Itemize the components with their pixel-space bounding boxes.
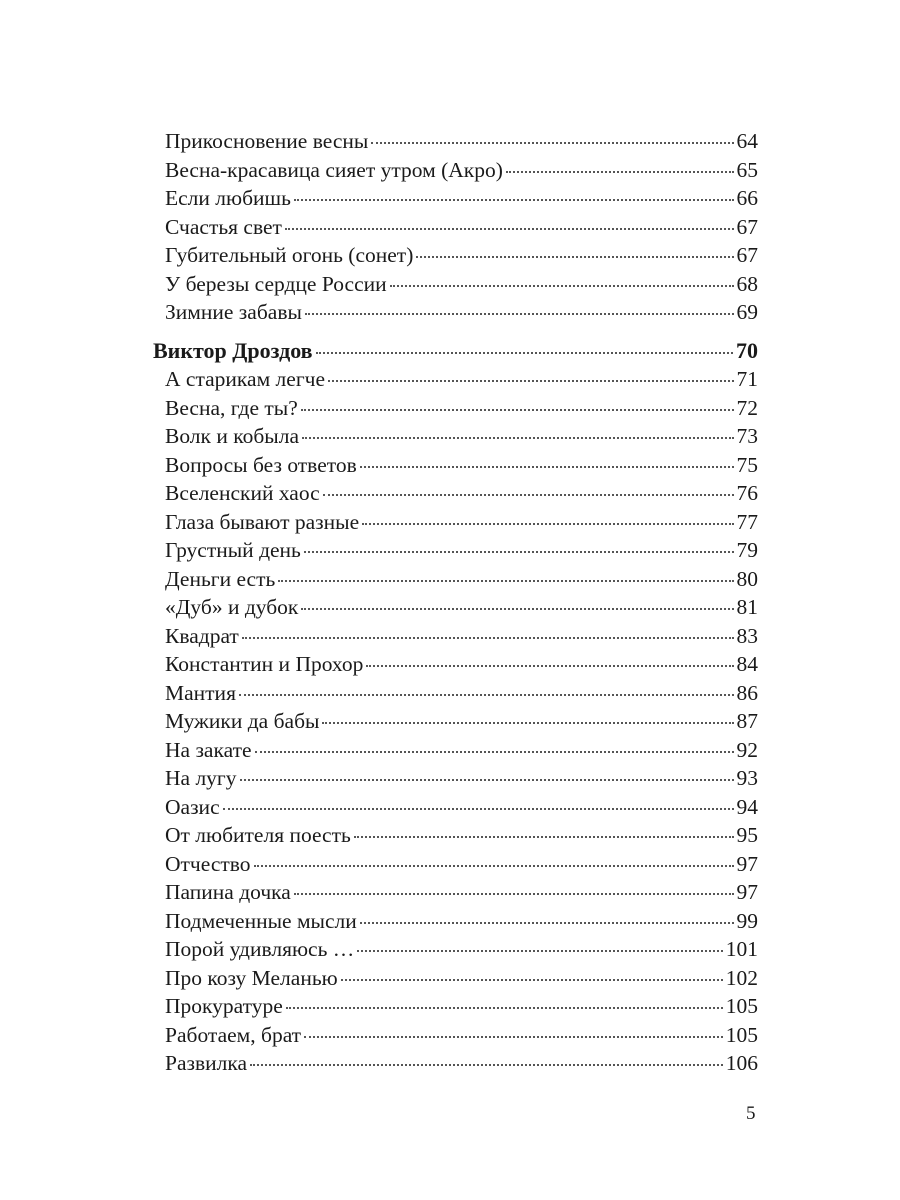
toc-entry xyxy=(153,298,758,327)
toc-entry-title: Папина дочка xyxy=(165,880,291,904)
toc-entry-title: Вселенский хаос xyxy=(165,481,320,505)
toc-dot-leader xyxy=(357,950,722,952)
toc-dot-leader xyxy=(360,466,734,468)
toc-page-number: 102 xyxy=(725,965,758,990)
toc-entry xyxy=(153,479,758,508)
toc-entry xyxy=(153,764,758,793)
toc-entry-title: Мантия xyxy=(165,680,236,705)
toc-entry-title: Прикосновение весны xyxy=(165,129,369,153)
toc-entry xyxy=(153,850,758,879)
toc-entry xyxy=(153,793,758,822)
toc-entry-title: Если любишь xyxy=(165,186,291,210)
toc-page-number: 86 xyxy=(736,680,758,705)
toc-author-name: Виктор Дроздов xyxy=(153,337,313,363)
toc-page-number: 64 xyxy=(736,129,758,153)
toc-entry xyxy=(153,622,758,651)
toc-page-number: 105 xyxy=(725,994,758,1018)
toc-entry xyxy=(153,184,758,213)
toc-entry-title: Развилка xyxy=(165,1051,248,1075)
toc-entry xyxy=(153,451,758,480)
toc-entry-title: Глаза бывают разные xyxy=(165,509,360,534)
toc-entry xyxy=(153,422,758,451)
toc-entry xyxy=(153,536,758,565)
toc-entry xyxy=(153,679,758,708)
toc-dot-leader xyxy=(302,437,734,439)
toc-entry-title: Грустный день xyxy=(165,538,301,562)
toc-entry-title: Зимние забавы xyxy=(165,300,302,324)
toc-page-number: 71 xyxy=(736,367,758,391)
toc-page-number: 97 xyxy=(736,851,758,876)
toc-dot-leader xyxy=(341,979,723,981)
toc-entry-title: Счастья свет xyxy=(165,214,282,239)
toc-dot-leader xyxy=(301,409,734,411)
toc-entry xyxy=(153,593,758,622)
toc-dot-leader xyxy=(316,352,733,354)
toc-entry-title: Константин и Прохор xyxy=(165,652,364,676)
toc-entry xyxy=(153,241,758,270)
toc-entry xyxy=(153,270,758,299)
toc-entry xyxy=(153,907,758,936)
toc-entry-title: Прокуратуре xyxy=(165,994,283,1018)
toc-dot-leader xyxy=(360,922,734,924)
toc-dot-leader xyxy=(362,523,733,525)
toc-entry xyxy=(153,365,758,394)
toc-entry-title: У березы сердце России xyxy=(165,271,387,296)
toc-entry-title: Весна, где ты? xyxy=(165,395,298,420)
toc-page-number: 67 xyxy=(736,243,758,267)
toc-page-number: 94 xyxy=(736,794,758,819)
toc-entry-title: Вопросы без ответов xyxy=(165,452,357,477)
toc-entry xyxy=(153,565,758,594)
toc-page-number: 105 xyxy=(725,1022,758,1047)
toc-dot-leader xyxy=(285,228,734,230)
toc-entry-title: Волк и кобыла xyxy=(165,424,299,448)
toc-entry xyxy=(153,650,758,679)
toc-entry xyxy=(153,1049,758,1078)
toc-entry xyxy=(153,127,758,156)
toc-entry-title: «Дуб» и дубок xyxy=(165,595,299,619)
toc-page-number: 84 xyxy=(736,652,758,676)
toc-entry-title: Мужики да бабы xyxy=(165,709,320,733)
page-number: 5 xyxy=(746,1103,756,1124)
toc-dot-leader xyxy=(278,580,733,582)
toc-entry-title: Губительный огонь (сонет) xyxy=(165,243,414,267)
toc-dot-leader xyxy=(239,694,734,696)
toc-page-number: 81 xyxy=(736,595,758,619)
table-of-contents xyxy=(153,127,758,1078)
toc-entry-title: На лугу xyxy=(165,766,237,790)
toc-page-number: 72 xyxy=(736,395,758,420)
toc-page-number: 76 xyxy=(736,481,758,505)
toc-dot-leader xyxy=(305,313,734,315)
toc-page-number: 66 xyxy=(736,186,758,210)
toc-dot-leader xyxy=(294,893,734,895)
toc-page-number: 70 xyxy=(736,337,758,363)
toc-dot-leader xyxy=(323,494,734,496)
toc-dot-leader xyxy=(366,665,733,667)
toc-page-number: 97 xyxy=(736,880,758,904)
toc-entry xyxy=(153,964,758,993)
toc-entry-title: А старикам легче xyxy=(165,367,325,391)
toc-dot-leader xyxy=(294,199,734,201)
toc-page-number: 83 xyxy=(736,623,758,648)
toc-entry-title: Деньги есть xyxy=(165,566,276,591)
toc-dot-leader xyxy=(354,836,734,838)
toc-page-number: 93 xyxy=(736,766,758,790)
toc-page-number: 69 xyxy=(736,300,758,324)
toc-entry xyxy=(153,508,758,537)
toc-entry-title: Порой удивляюсь … xyxy=(165,937,355,961)
toc-page-number: 67 xyxy=(736,214,758,239)
toc-dot-leader xyxy=(242,637,734,639)
toc-entry xyxy=(153,736,758,765)
toc-entry xyxy=(153,935,758,964)
toc-entry xyxy=(153,394,758,423)
toc-entry-title: Про козу Меланью xyxy=(165,965,338,990)
toc-page-number: 95 xyxy=(736,823,758,847)
toc-dot-leader xyxy=(223,808,734,810)
toc-dot-leader xyxy=(254,865,734,867)
toc-page-number: 77 xyxy=(736,509,758,534)
toc-dot-leader xyxy=(390,285,734,287)
toc-entry-title: Подмеченные мысли xyxy=(165,908,357,933)
toc-entry xyxy=(153,213,758,242)
toc-author-heading xyxy=(153,337,758,366)
toc-page-number: 87 xyxy=(736,709,758,733)
toc-dot-leader xyxy=(304,551,734,553)
toc-dot-leader xyxy=(255,751,734,753)
toc-dot-leader xyxy=(416,256,733,258)
toc-entry xyxy=(153,156,758,185)
toc-dot-leader xyxy=(371,142,733,144)
toc-page-number: 99 xyxy=(736,908,758,933)
toc-dot-leader xyxy=(301,608,733,610)
toc-entry-title: От любителя поесть xyxy=(165,823,351,847)
toc-dot-leader xyxy=(506,171,734,173)
toc-dot-leader xyxy=(328,380,734,382)
toc-entry-title: Оазис xyxy=(165,794,220,819)
toc-page-number: 79 xyxy=(736,538,758,562)
toc-page-number: 75 xyxy=(736,452,758,477)
toc-page-number: 106 xyxy=(725,1051,758,1075)
toc-entry xyxy=(153,707,758,736)
toc-page-number: 68 xyxy=(736,271,758,296)
toc-page-number: 92 xyxy=(736,737,758,762)
toc-entry-title: На закате xyxy=(165,737,252,762)
toc-page-number: 73 xyxy=(736,424,758,448)
toc-entry xyxy=(153,1021,758,1050)
toc-entry xyxy=(153,992,758,1021)
toc-entry-title: Весна-красавица сияет утром (Акро) xyxy=(165,157,503,182)
toc-dot-leader xyxy=(304,1036,723,1038)
toc-entry-title: Квадрат xyxy=(165,623,239,648)
toc-entry-title: Работаем, брат xyxy=(165,1022,302,1047)
toc-dot-leader xyxy=(250,1064,723,1066)
toc-dot-leader xyxy=(240,779,734,781)
toc-entry xyxy=(153,878,758,907)
toc-dot-leader xyxy=(286,1007,723,1009)
toc-dot-leader xyxy=(322,722,733,724)
toc-page-number: 80 xyxy=(736,566,758,591)
toc-entry xyxy=(153,821,758,850)
toc-page-number: 101 xyxy=(725,937,758,961)
toc-page-number: 65 xyxy=(736,157,758,182)
toc-entry-title: Отчество xyxy=(165,851,251,876)
